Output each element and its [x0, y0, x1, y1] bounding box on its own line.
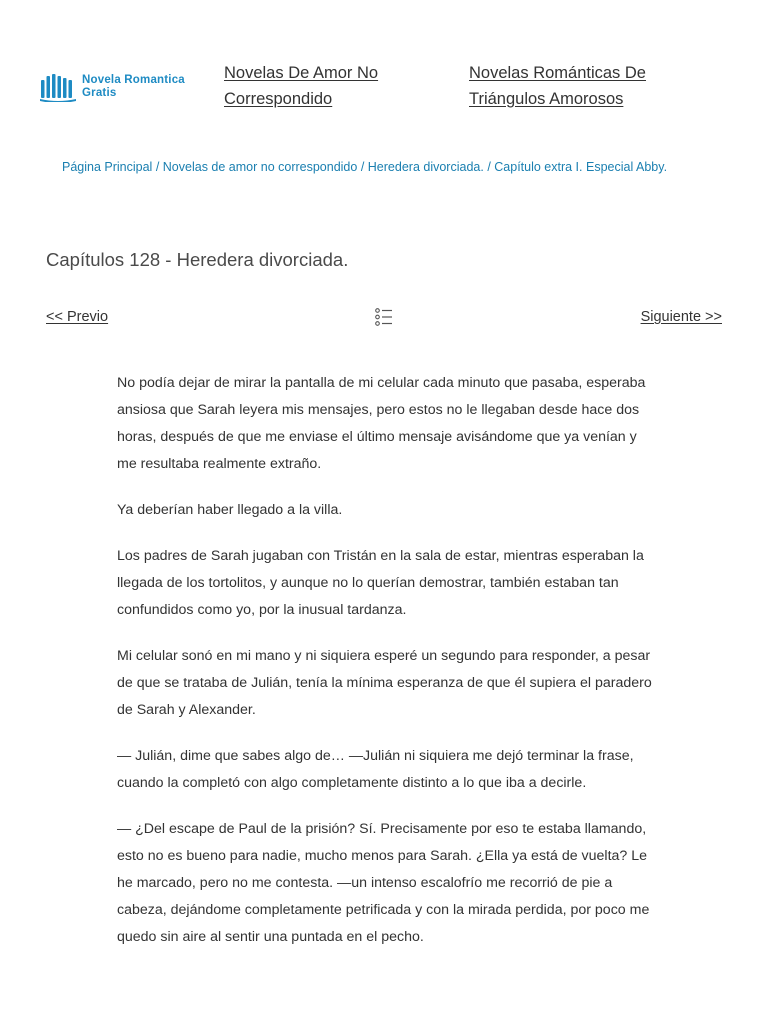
list-icon[interactable] [374, 307, 394, 327]
breadcrumb-separator: / [360, 160, 368, 174]
logo-wordmark [82, 74, 185, 100]
site-logo[interactable] [40, 70, 200, 104]
content-paragraph: Los padres de Sarah jugaban con Tristán en la sala de estar, mientras esperaban la llegada de los tortolitos, y aunque no lo querían demostrar, también estaban tan confundidos como yo, por la inusual tardanza. [117, 548, 644, 618]
breadcrumb-category[interactable]: Novelas de amor no correspondido [162, 160, 358, 174]
logo-line-1: Novela Romantica [82, 74, 185, 86]
nav-link-unrequited-love[interactable]: Novelas De Amor No Correspondido [224, 64, 379, 108]
books-logo-icon [40, 72, 76, 102]
nav-link-love-triangles[interactable]: Novelas Románticas De Triángulos Amorosos [469, 64, 646, 108]
chapter-navigation [46, 306, 722, 330]
previous-chapter-link[interactable]: << Previo [46, 309, 109, 325]
content-paragraph: — ¿Del escape de Paul de la prisión? Sí. Precisamente por eso te estaba llamando, esto no es bueno para nadie, mucho menos para Sarah. ¿Ella ya está de vuelta? Le he marcado, pero no me contesta. —un intenso escalofrío me recorrió de pie a cabeza, dejándome completamente petrificada y con la mirada perdida, por poco me quedo sin aire al sentir una puntada en el pecho. [117, 821, 650, 945]
breadcrumb-home[interactable]: Página Principal [62, 160, 153, 174]
site-header [0, 56, 768, 126]
content-paragraph: — Julián, dime que sabes algo de… —Julián ni siquiera me dejó terminar la frase, cuando la completó con algo completamente distinto a lo que iba a decirle. [117, 748, 634, 791]
breadcrumb-separator: / [487, 160, 495, 174]
content-paragraph: Mi celular sonó en mi mano y ni siquiera esperé un segundo para responder, a pesar de que se trataba de Julián, tenía la mínima esperanza de que él supiera el paradero de Sarah y Alexander. [117, 648, 652, 718]
breadcrumb-chapter[interactable]: Capítulo extra I. Especial Abby. [494, 160, 668, 174]
content-paragraph: No podía dejar de mirar la pantalla de mi celular cada minuto que pasaba, esperaba ansiosa que Sarah leyera mis mensajes, pero estos no le llegaban desde hace dos horas, después de que me enviase el último mensaje avisándome que ya venían y me resultaba realmente extraño. [117, 375, 646, 472]
chapter-content [117, 370, 652, 970]
logo-line-2: Gratis [82, 87, 117, 99]
breadcrumb-separator: / [155, 160, 163, 174]
chapter-title: Capítulos 128 - Heredera divorciada. [46, 249, 349, 270]
breadcrumb [62, 158, 702, 177]
breadcrumb-novel[interactable]: Heredera divorciada. [367, 160, 484, 174]
content-paragraph: Ya deberían haber llegado a la villa. [117, 502, 343, 518]
next-chapter-link[interactable]: Siguiente >> [640, 309, 722, 325]
